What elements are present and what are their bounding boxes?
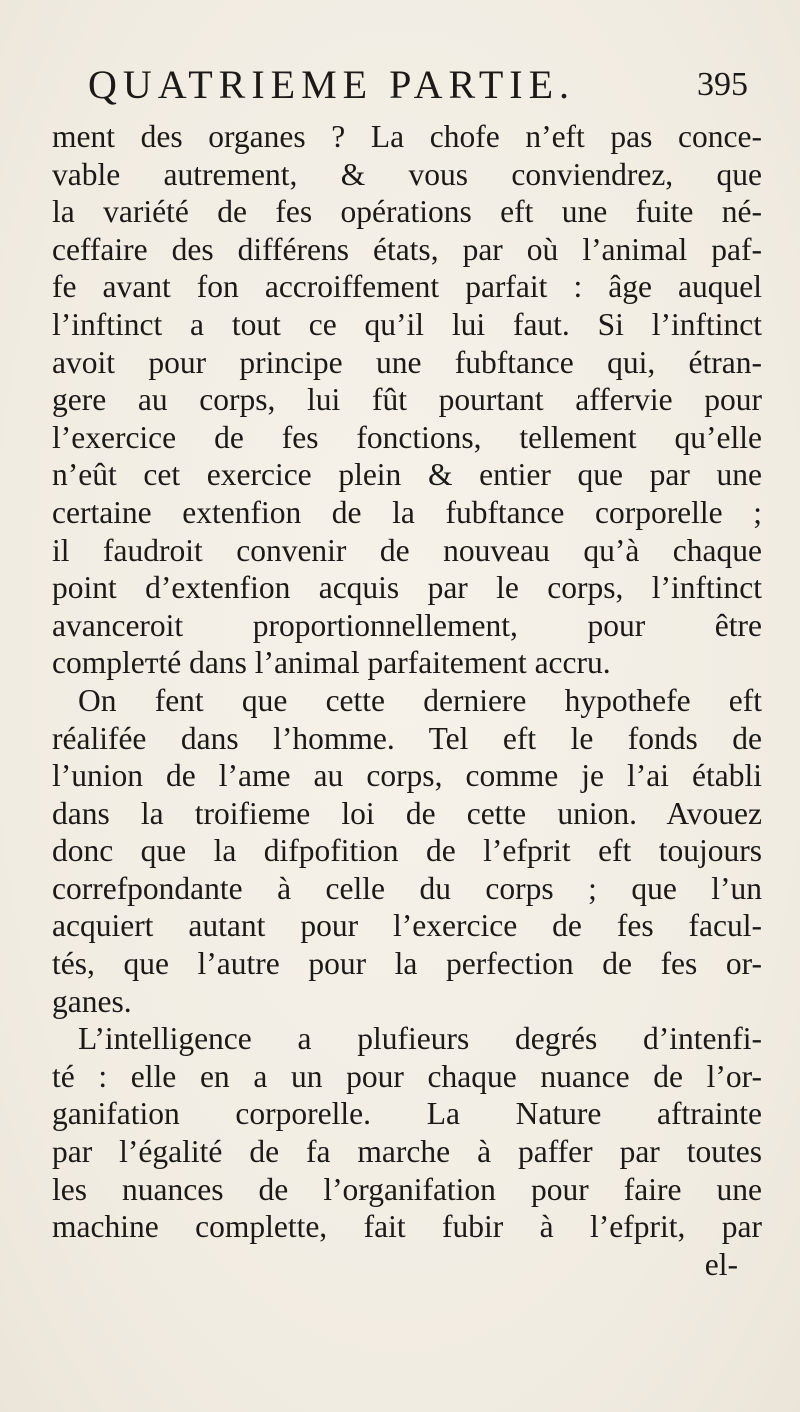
text-line: ment des organes ? La chofe n’eft pas conce-	[52, 119, 762, 154]
text-line: dans la troifieme loi de cette union. Avouez	[52, 795, 762, 831]
text-line: avoit pour principe une fubftance qui, étran-	[52, 344, 762, 380]
text-line: les nuances de l’organifation pour faire une	[52, 1171, 762, 1207]
page-number: 395	[697, 66, 748, 103]
text-line: réalifée dans l’homme. Tel eft le fonds de	[52, 720, 762, 756]
text-line: il faudroit convenir de nouveau qu’à chaque	[52, 532, 762, 568]
paragraph-first-line: On fent que cette derniere hypothefe eft	[78, 682, 762, 718]
text-line: point d’extenfion acquis par le corps, l’inftinct	[52, 570, 762, 606]
text-line: acquiert autant pour l’exercice de fes facul-	[52, 908, 762, 944]
text-line: gere au corps, lui fût pourtant affervie pour	[52, 382, 762, 418]
body-text	[52, 118, 762, 1283]
text-line: par l’égalité de fa marche à paffer par toutes	[52, 1134, 762, 1170]
text-line: ganifation corporelle. La Nature aftrainte	[52, 1096, 762, 1132]
text-line: machine complette, fait fubir à l’efprit, par	[52, 1209, 762, 1245]
text-line: ceffaire des différens états, par où l’animal paf-	[52, 231, 762, 267]
text-line: n’eût cet exercice plein & entier que par une	[52, 457, 762, 493]
text-line: l’inftinct a tout ce qu’il lui faut. Si l’inftinct	[52, 306, 762, 342]
text-line: la variété de fes opérations eft une fuite né-	[52, 194, 762, 230]
text-line: correfpondante à celle du corps ; que l’un	[52, 870, 762, 906]
catchword: el-	[704, 1246, 738, 1282]
text-line: avanceroit proportionnellement, pour être	[52, 607, 762, 643]
text-line: vable autrement, & vous conviendrez, que	[52, 156, 762, 192]
running-title: QUATRIEME PARTIE.	[88, 62, 576, 107]
text-line: certaine extenfion de la fubftance corporelle ;	[52, 494, 762, 530]
text-line: té : elle en a un pour chaque nuance de l’or-	[52, 1058, 762, 1094]
text-line: donc que la difpofition de l’efprit eft toujours	[52, 833, 762, 869]
running-head	[88, 60, 748, 110]
paragraph-first-line: L’intelligence a plufieurs degrés d’intenfi-	[78, 1021, 762, 1057]
text-line: complетté dans l’animal parfaitement accru.	[52, 645, 611, 681]
text-line: l’exercice de fes fonctions, tellement qu’elle	[52, 419, 762, 455]
text-line: tés, que l’autre pour la perfection de fes or-	[52, 946, 762, 982]
text-line: ganes.	[52, 983, 132, 1019]
text-line: fe avant fon accroiffement parfait : âge auquel	[52, 269, 762, 305]
text-line: l’union de l’ame au corps, comme je l’ai établi	[52, 758, 762, 794]
